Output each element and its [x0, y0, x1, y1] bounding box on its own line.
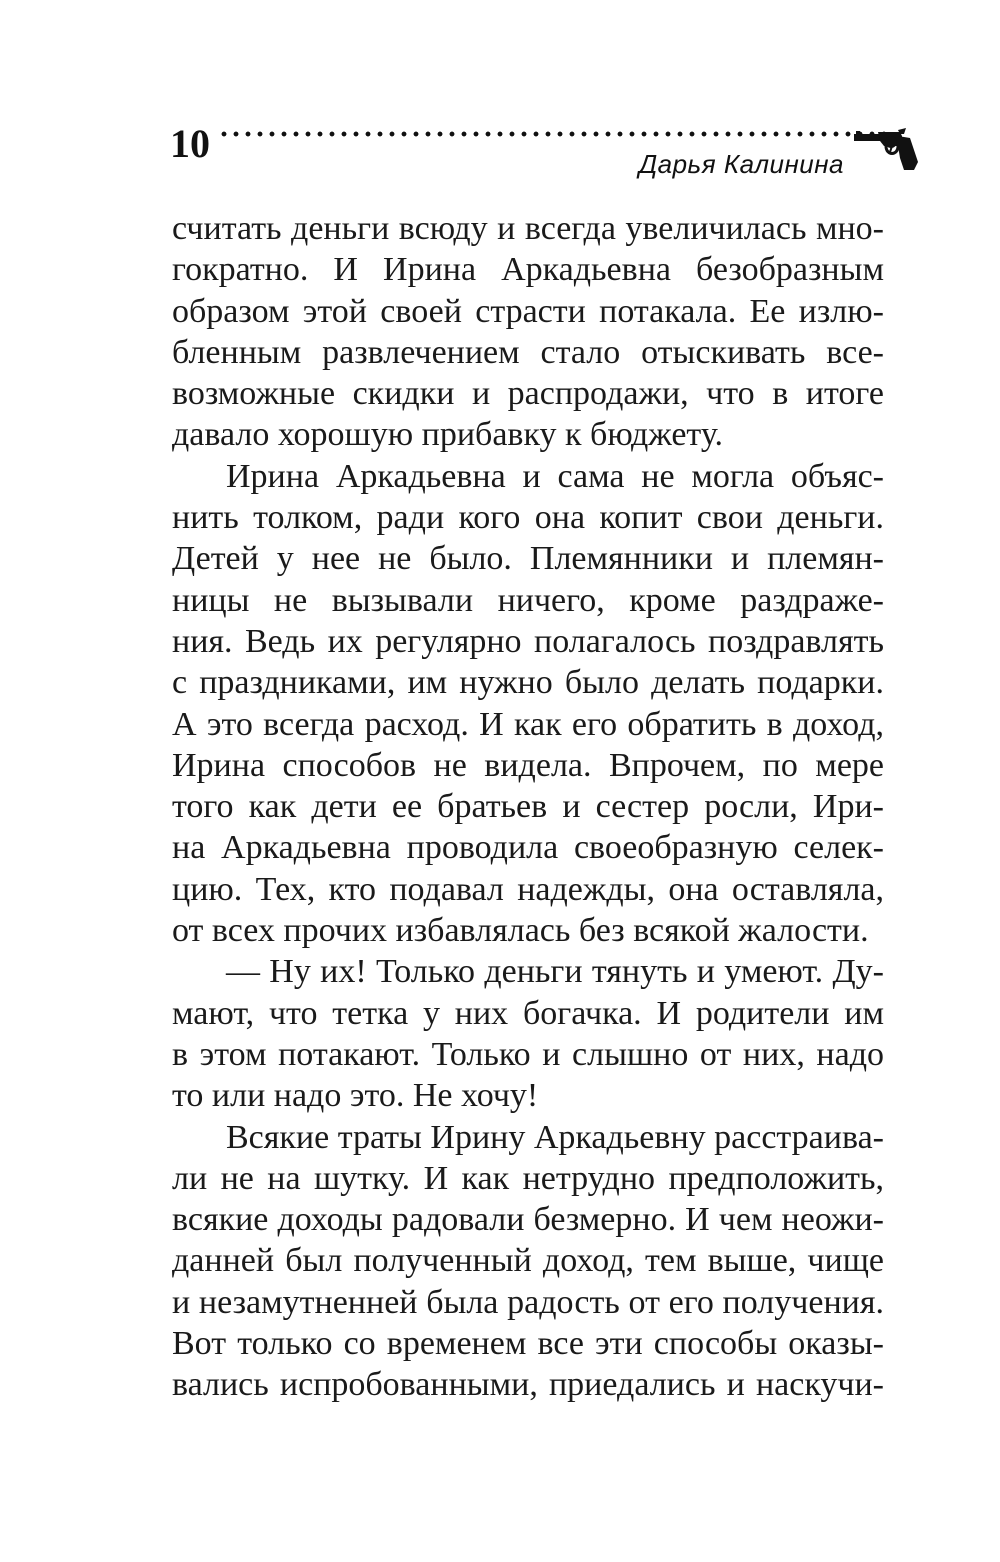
text-line: того как дети ее братьев и сестер росли, Ири-	[172, 788, 884, 826]
text-line: и незамутненней была радость от его получения.	[172, 1283, 884, 1321]
text-line: цию. Тех, кто подавал надежды, она оставляла,	[172, 870, 884, 908]
body-text	[172, 208, 884, 1406]
running-header	[170, 122, 920, 192]
text-line: от всех прочих избавлялась без всякой жалости.	[172, 912, 869, 950]
text-line: на Аркадьевна проводила своеобразную селек-	[172, 829, 884, 867]
text-line: А это всегда расход. И как его обратить в доход,	[172, 705, 884, 743]
text-line: в этом потакают. Только и слышно от них, надо	[172, 1035, 884, 1073]
paragraph	[172, 1117, 884, 1406]
paragraph	[172, 208, 884, 456]
text-line: Всякие траты Ирину Аркадьевну расстраива-	[226, 1118, 884, 1156]
text-line: Ирина способов не видела. Впрочем, по мере	[172, 746, 884, 784]
text-line: бленным развлечением стало отыскивать все-	[172, 333, 884, 371]
text-line: давало хорошую прибавку к бюджету.	[172, 416, 723, 454]
text-line: считать деньги всюду и всегда увеличилась мно-	[172, 210, 884, 247]
text-line: всякие доходы радовали безмерно. И чем неожи-	[172, 1201, 884, 1239]
author-name: Дарья Калинина	[638, 149, 844, 179]
text-line: нить толком, ради кого она копит свои деньги.	[172, 499, 884, 537]
text-line: мают, что тетка у них богачка. И родители им	[172, 994, 884, 1032]
text-line: ли не на шутку. И как нетрудно предположить,	[172, 1159, 884, 1197]
text-line: возможные скидки и распродажи, что в итоге	[172, 375, 884, 413]
text-line: образом этой своей страсти потакала. Ее излю-	[172, 292, 884, 330]
page-number: 10	[170, 121, 210, 166]
text-line: — Ну их! Только деньги тянуть и умеют. Ду-	[226, 953, 884, 991]
text-line: Вот только со временем все эти способы оказы-	[172, 1325, 884, 1363]
text-line: гократно. И Ирина Аркадьевна безобразным	[172, 251, 884, 289]
revolver-icon	[854, 128, 920, 172]
text-line: то или надо это. Не хочу!	[172, 1077, 539, 1115]
text-line: с праздниками, им нужно было делать подарки.	[172, 664, 884, 702]
dot-leader	[218, 130, 894, 138]
paragraph	[172, 951, 884, 1116]
text-line: ницы не вызывали ничего, кроме раздраже-	[172, 581, 884, 619]
text-line: данней был полученный доход, тем выше, чище	[172, 1242, 884, 1280]
paragraph	[172, 456, 884, 952]
text-line: вались испробованными, приедались и наскучи-	[172, 1366, 884, 1404]
text-line: Ирина Аркадьевна и сама не могла объяс-	[226, 457, 884, 495]
text-line: ния. Ведь их регулярно полагалось поздравлять	[172, 622, 884, 660]
text-line: Детей у нее не было. Племянники и племян-	[172, 540, 884, 578]
